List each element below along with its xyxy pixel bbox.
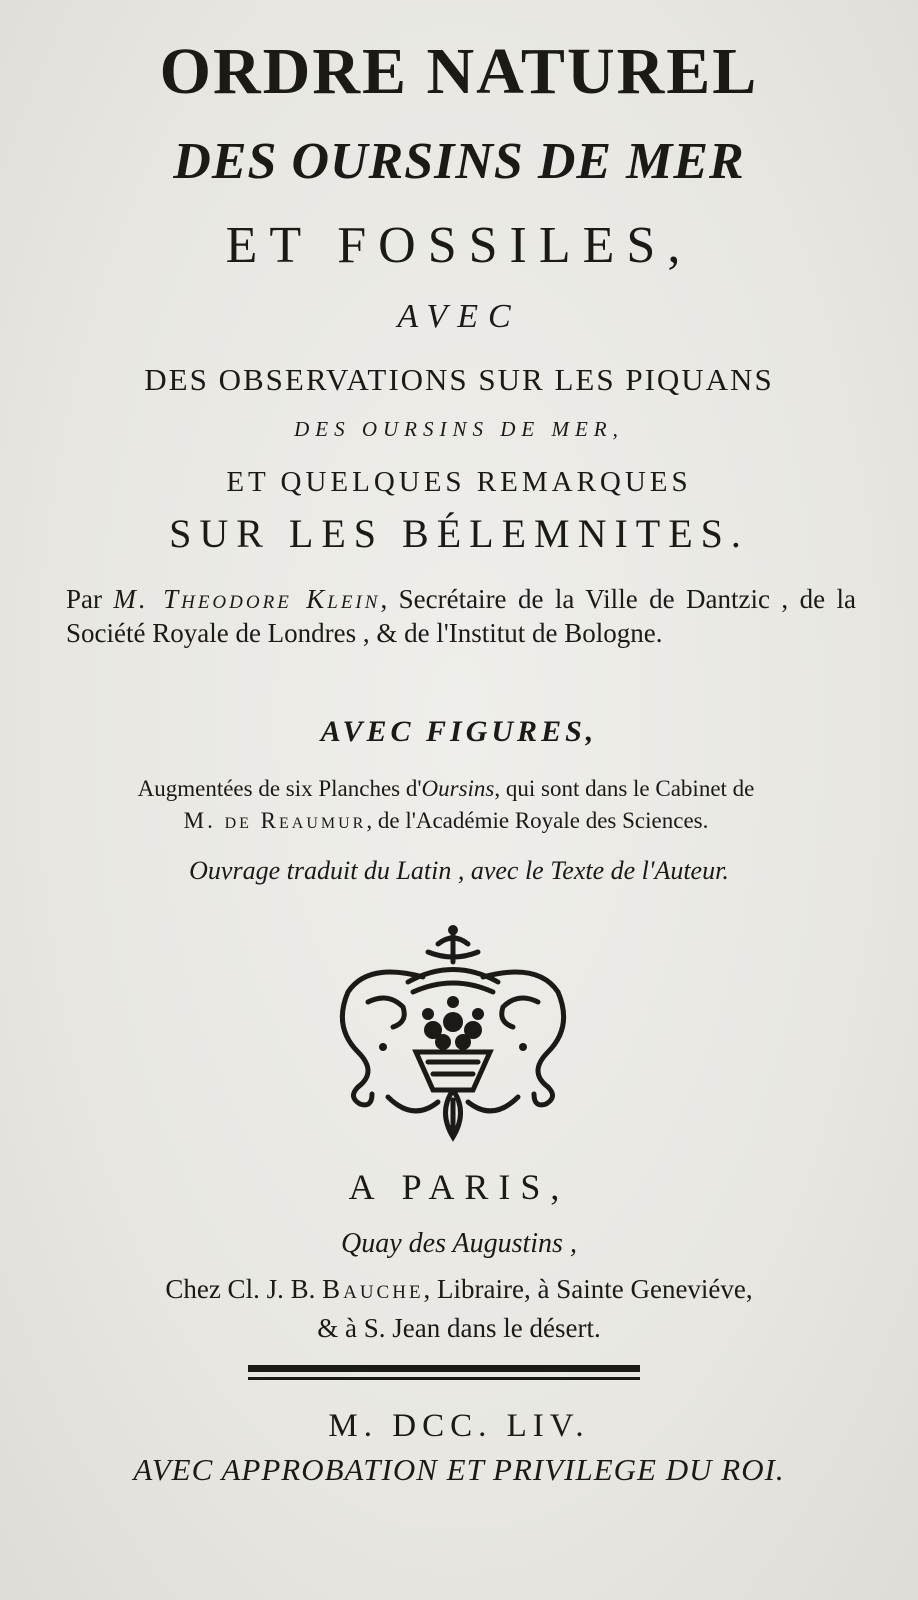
printer-rest: , Libraire, à Sainte Geneviéve, (423, 1274, 753, 1304)
figures-text-3: , de l'Académie Royale des Sciences. (366, 808, 709, 833)
figures-text-2: , qui sont dans le Cabinet de (494, 776, 755, 801)
imprint-year: M. DCC. LIV. (328, 1408, 590, 1444)
title-line-2: DES OURSINS DE MER (173, 133, 745, 190)
title-line-1: ORDRE NATUREL (159, 35, 759, 108)
double-rule-thin (248, 1377, 640, 1380)
imprint-privilege: AVEC APPROBATION ET PRIVILEGE DU ROI. (133, 1452, 785, 1487)
flower-basket-ornament-icon (328, 922, 578, 1147)
figures-description (36, 773, 856, 837)
author-name: M. Theodore Klein (113, 584, 381, 614)
title-line-8: SUR LES BÉLEMNITES. (169, 511, 749, 556)
double-rule-thick (248, 1365, 640, 1372)
title-line-6: DES OURSINS DE MER, (294, 417, 624, 441)
imprint-location: & à S. Jean dans le désert. (317, 1313, 601, 1343)
printer-name: Bauche (322, 1274, 424, 1304)
author-prefix: Par (66, 584, 114, 614)
figures-oursins: Oursins (421, 776, 495, 801)
author-statement (66, 582, 856, 650)
title-line-7: ET QUELQUES REMARQUES (226, 466, 692, 498)
translation-note: Ouvrage traduit du Latin , avec le Texte de l'Auteur. (189, 856, 729, 885)
imprint-printer (0, 1274, 918, 1305)
imprint-street: Quay des Augustins , (341, 1228, 577, 1259)
title-line-3: ET FOSSILES, (225, 217, 693, 274)
figures-heading: AVEC FIGURES, (320, 715, 598, 748)
printer-prefix: Chez Cl. J. B. (165, 1274, 323, 1304)
imprint-city: A PARIS, (348, 1167, 570, 1207)
title-line-5: DES OBSERVATIONS SUR LES PIQUANS (144, 362, 774, 397)
figures-reaumur: M. de Reaumur (183, 808, 367, 833)
figures-text-1: Augmentées de six Planches d' (137, 776, 422, 801)
author-affiliations: , Secrétaire de la Ville de Dantzic , de la Société Royale de Londres , & de l'Institut de Bologne. (66, 584, 856, 648)
title-line-4: AVEC (397, 298, 521, 335)
